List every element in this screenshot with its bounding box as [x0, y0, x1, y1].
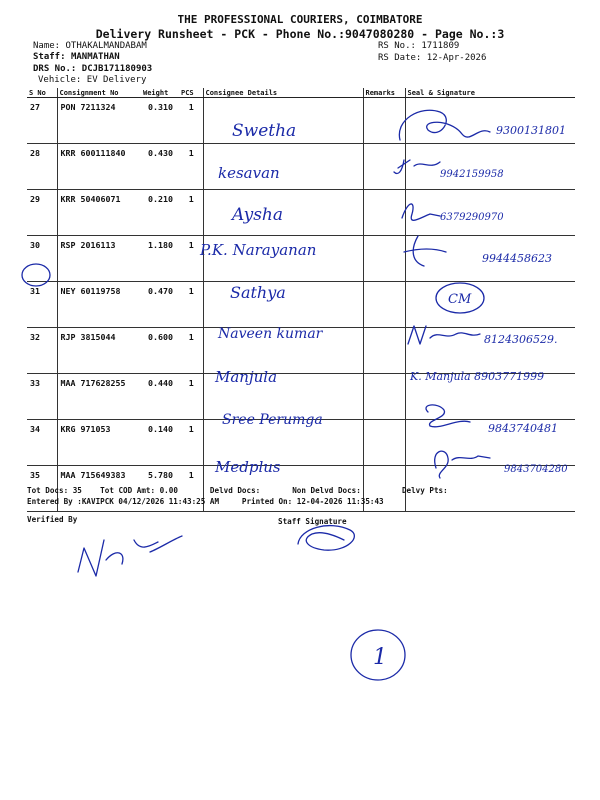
- handwritten-phone: K. Manjula 8903771999: [410, 370, 545, 383]
- staff-line: [33, 52, 120, 63]
- handwritten-consignee: kesavan: [218, 164, 280, 182]
- row-remarks-cell: [363, 190, 405, 236]
- handwritten-consignee: Sree Perumga: [222, 412, 323, 428]
- row-signature-cell: [405, 420, 575, 466]
- row-consignment: MAA 717628255: [57, 374, 141, 420]
- row-sno: 29: [27, 190, 57, 236]
- handwritten-phone: 9942159958: [440, 169, 504, 180]
- row-pcs: 1: [179, 144, 203, 190]
- handwritten-phone: 9843740481: [488, 422, 558, 435]
- name-label: Name:: [33, 41, 61, 51]
- handwritten-consignee: Naveen kumar: [218, 326, 323, 342]
- page-number-mark: 1: [373, 645, 387, 670]
- row-consignee-cell: [203, 282, 363, 328]
- row-consignment: KRR 600111840: [57, 144, 141, 190]
- handwritten-phone: 8124306529.: [484, 333, 558, 346]
- page-number-circle: [351, 630, 405, 680]
- row-signature-cell: [405, 190, 575, 236]
- staff-signature-scribble: [298, 526, 354, 551]
- table-row: [27, 374, 575, 420]
- handwritten-phone: 9300131801: [496, 124, 566, 137]
- col-consignment: Consignment No: [57, 88, 141, 98]
- row-sno: 32: [27, 328, 57, 374]
- entered-line: [27, 497, 384, 506]
- row-remarks-cell: [363, 420, 405, 466]
- runsheet-title: Delivery Runsheet - PCK - Phone No.:9047080280 - Page No.:3: [95, 27, 505, 41]
- table-row: [27, 420, 575, 466]
- row-remarks-cell: [363, 328, 405, 374]
- table-row: [27, 98, 575, 144]
- drs-value: DCJB171180903: [81, 64, 153, 74]
- handwritten-phone: 9944458623: [482, 252, 552, 265]
- col-remarks: Remarks: [363, 88, 405, 98]
- table-row: [27, 328, 575, 374]
- row-consignee-cell: [203, 328, 363, 374]
- drs-line: [33, 64, 152, 75]
- row-sno: 31: [27, 282, 57, 328]
- row-consignment: RJP 3815044: [57, 328, 141, 374]
- row-remarks-cell: [363, 236, 405, 282]
- row-consignment: RSP 2016113: [57, 236, 141, 282]
- handwritten-consignee: Sathya: [230, 283, 286, 302]
- row-pcs: 1: [179, 190, 203, 236]
- row-pcs: 1: [179, 282, 203, 328]
- row-consignee-cell: [203, 98, 363, 144]
- table-row: [27, 144, 575, 190]
- runsheet-table: [27, 88, 575, 512]
- row-weight: 0.600: [141, 328, 179, 374]
- row-consignee-cell: [203, 236, 363, 282]
- row-consignment: NEY 60119758: [57, 282, 141, 328]
- row-consignee-cell: [203, 420, 363, 466]
- row-signature-cell: [405, 144, 575, 190]
- col-sno: S No: [27, 88, 57, 98]
- row-weight: 0.310: [141, 98, 179, 144]
- rs-no-value: 1711809: [421, 41, 460, 51]
- row-signature-cell: [405, 236, 575, 282]
- rs-no-label: RS No.:: [378, 41, 416, 51]
- row-sno: 34: [27, 420, 57, 466]
- row-pcs: 1: [179, 236, 203, 282]
- name-value: OTHAKALMANDABAM: [65, 41, 147, 51]
- row-weight: 0.440: [141, 374, 179, 420]
- row-pcs: 1: [179, 420, 203, 466]
- verified-by-label: Verified By: [27, 515, 78, 524]
- vehicle-value: EV Delivery: [86, 75, 147, 85]
- col-pcs: PCS: [179, 88, 203, 98]
- row-weight: 1.180: [141, 236, 179, 282]
- entered-by: Entered By :KAVIPCK 04/12/2026 11:43:25 AM: [27, 497, 220, 506]
- row-consignee-cell: [203, 374, 363, 420]
- row-weight: 0.210: [141, 190, 179, 236]
- row-remarks-cell: [363, 374, 405, 420]
- staff-value: MANMATHAN: [70, 52, 120, 62]
- handwritten-consignee: Medplus: [215, 458, 281, 476]
- row-remarks-cell: [363, 144, 405, 190]
- handwritten-consignee: Aysha: [232, 205, 283, 225]
- rs-no-line: [378, 41, 459, 52]
- row-sno: 28: [27, 144, 57, 190]
- col-seal-signature: Seal & Signature: [405, 88, 575, 98]
- row-weight: 5.780: [141, 466, 179, 512]
- handwritten-phone: 6379290970: [440, 212, 504, 223]
- staff-label: Staff:: [33, 52, 66, 62]
- row-signature-cell: [405, 282, 575, 328]
- table-header-row: [27, 88, 575, 98]
- rs-date-line: [378, 53, 486, 64]
- row-weight: 0.430: [141, 144, 179, 190]
- row-consignment: PON 7211324: [57, 98, 141, 144]
- table-row: [27, 236, 575, 282]
- row-signature-cell: [405, 374, 575, 420]
- vehicle-line: [38, 75, 146, 86]
- non-delvd-docs: Non Delvd Docs:: [292, 486, 361, 495]
- company-name: THE PROFESSIONAL COURIERS, COIMBATORE: [177, 13, 423, 26]
- row-consignment: KRG 971053: [57, 420, 141, 466]
- handwritten-phone: 9843704280: [504, 464, 568, 475]
- row-pcs: 1: [179, 374, 203, 420]
- row-pcs: 1: [179, 466, 203, 512]
- stamp-text: CM: [448, 292, 472, 307]
- rs-date-label: RS Date:: [378, 53, 422, 63]
- delvd-docs: Delvd Docs:: [209, 486, 261, 495]
- row-signature-cell: [405, 328, 575, 374]
- row-consignee-cell: [203, 144, 363, 190]
- name-line: [33, 41, 147, 52]
- row-sno: 33: [27, 374, 57, 420]
- handwritten-consignee: P.K. Narayanan: [200, 241, 317, 259]
- table-row: [27, 282, 575, 328]
- row-signature-cell: [405, 98, 575, 144]
- printed-on: Printed On: 12-04-2026 11:35:43: [241, 497, 384, 506]
- row-consignment: MAA 715649383: [57, 466, 141, 512]
- row-pcs: 1: [179, 328, 203, 374]
- row-consignee-cell: [203, 190, 363, 236]
- handwritten-consignee: Manjula: [215, 368, 278, 386]
- row-pcs: 1: [179, 98, 203, 144]
- verified-signature: [78, 536, 182, 576]
- row-consignment: KRR 50406071: [57, 190, 141, 236]
- table-row: [27, 190, 575, 236]
- row-sno: 30: [27, 236, 57, 282]
- tot-cod: Tot COD Amt: 0.00: [100, 486, 178, 495]
- drs-label: DRS No.:: [33, 64, 77, 74]
- vehicle-label: Vehicle:: [38, 75, 82, 85]
- row-weight: 0.140: [141, 420, 179, 466]
- delvy-pts: Delvy Pts:: [401, 486, 448, 495]
- row-sno: 27: [27, 98, 57, 144]
- col-weight: Weight: [141, 88, 179, 98]
- row-remarks-cell: [363, 98, 405, 144]
- row-sno: 35: [27, 466, 57, 512]
- staff-signature-label: Staff Signature: [278, 517, 347, 526]
- totals-line: [27, 486, 448, 495]
- col-consignee: Consignee Details: [203, 88, 363, 98]
- handwritten-consignee: Swetha: [232, 121, 297, 141]
- row-remarks-cell: [363, 282, 405, 328]
- row-weight: 0.470: [141, 282, 179, 328]
- tot-docs: Tot Docs: 35: [27, 486, 82, 495]
- rs-date-value: 12-Apr-2026: [426, 53, 487, 63]
